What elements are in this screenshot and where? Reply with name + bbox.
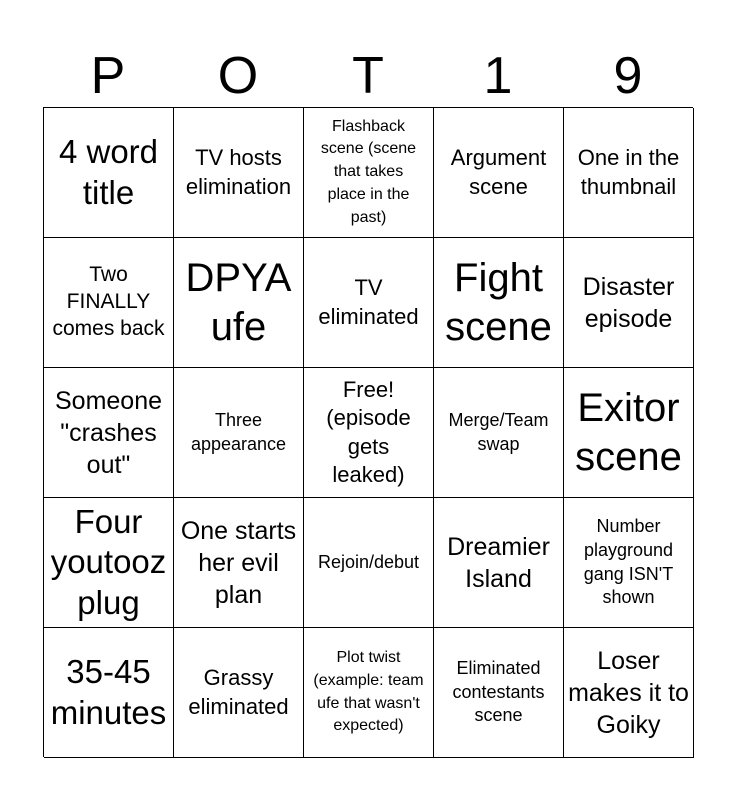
header-letter-1: P bbox=[90, 47, 126, 105]
bingo-cell[interactable] bbox=[304, 238, 434, 368]
bingo-cell[interactable] bbox=[434, 238, 564, 368]
bingo-cell[interactable] bbox=[564, 628, 694, 758]
bingo-cell[interactable] bbox=[44, 628, 174, 758]
bingo-cell[interactable] bbox=[44, 368, 174, 498]
header-letter-4: 1 bbox=[483, 47, 513, 105]
cell-text: 35-45 minutes bbox=[50, 653, 167, 731]
cell-text: Two FINALLY comes back bbox=[52, 263, 165, 340]
bingo-cell[interactable] bbox=[564, 108, 694, 238]
cell-text: Exitor scene bbox=[575, 385, 682, 479]
bingo-board bbox=[43, 107, 693, 757]
bingo-cell[interactable] bbox=[304, 498, 434, 628]
bingo-cell[interactable] bbox=[304, 108, 434, 238]
bingo-cell[interactable] bbox=[174, 498, 304, 628]
cell-text: 4 word title bbox=[58, 133, 159, 211]
cell-text: Disaster episode bbox=[582, 272, 675, 333]
cell-text: TV eliminated bbox=[318, 275, 419, 329]
header-letter-3: T bbox=[352, 47, 384, 105]
bingo-cell[interactable] bbox=[174, 238, 304, 368]
cell-text: Merge/Team swap bbox=[448, 409, 549, 454]
cell-text: TV hosts elimination bbox=[185, 145, 292, 199]
cell-text: Dreamier Island bbox=[447, 532, 550, 593]
cell-text: Someone "crashes out" bbox=[54, 386, 163, 479]
bingo-cell[interactable] bbox=[434, 498, 564, 628]
bingo-cell[interactable] bbox=[564, 498, 694, 628]
cell-text: One in the thumbnail bbox=[577, 145, 680, 199]
cell-text: Fight scene bbox=[445, 255, 552, 349]
bingo-cell[interactable] bbox=[174, 108, 304, 238]
bingo-cell[interactable] bbox=[44, 498, 174, 628]
bingo-cell[interactable] bbox=[304, 628, 434, 758]
header-letter-2: O bbox=[217, 47, 259, 105]
cell-text: Three appearance bbox=[190, 409, 287, 454]
cell-text: Plot twist (example: team ufe that wasn't expected) bbox=[313, 649, 424, 735]
bingo-cell[interactable] bbox=[174, 628, 304, 758]
cell-text: Grassy eliminated bbox=[188, 665, 289, 719]
cell-text: Flashback scene (scene that takes place in the past) bbox=[320, 117, 417, 226]
bingo-cell[interactable] bbox=[434, 628, 564, 758]
cell-text: Number playground gang ISN'T shown bbox=[583, 516, 674, 608]
cell-text: Argument scene bbox=[450, 145, 547, 199]
cell-text: Four youtooz plug bbox=[50, 503, 167, 621]
bingo-cell[interactable] bbox=[44, 108, 174, 238]
bingo-cell[interactable] bbox=[174, 368, 304, 498]
bingo-cell[interactable] bbox=[434, 108, 564, 238]
cell-text: One starts her evil plan bbox=[180, 516, 297, 609]
bingo-cell[interactable] bbox=[44, 238, 174, 368]
bingo-cell[interactable] bbox=[564, 368, 694, 498]
bingo-cell[interactable] bbox=[564, 238, 694, 368]
cell-text: Free! (episode gets leaked) bbox=[326, 377, 411, 487]
cell-text: Loser makes it to Goiky bbox=[568, 646, 689, 739]
bingo-cell[interactable] bbox=[434, 368, 564, 498]
bingo-cell[interactable] bbox=[304, 368, 434, 498]
cell-text: Eliminated contestants scene bbox=[452, 657, 545, 726]
cell-text: DPYA ufe bbox=[185, 255, 292, 349]
cell-text: Rejoin/debut bbox=[317, 551, 420, 572]
header-letter-5: 9 bbox=[613, 47, 643, 105]
bingo-header bbox=[43, 44, 693, 108]
